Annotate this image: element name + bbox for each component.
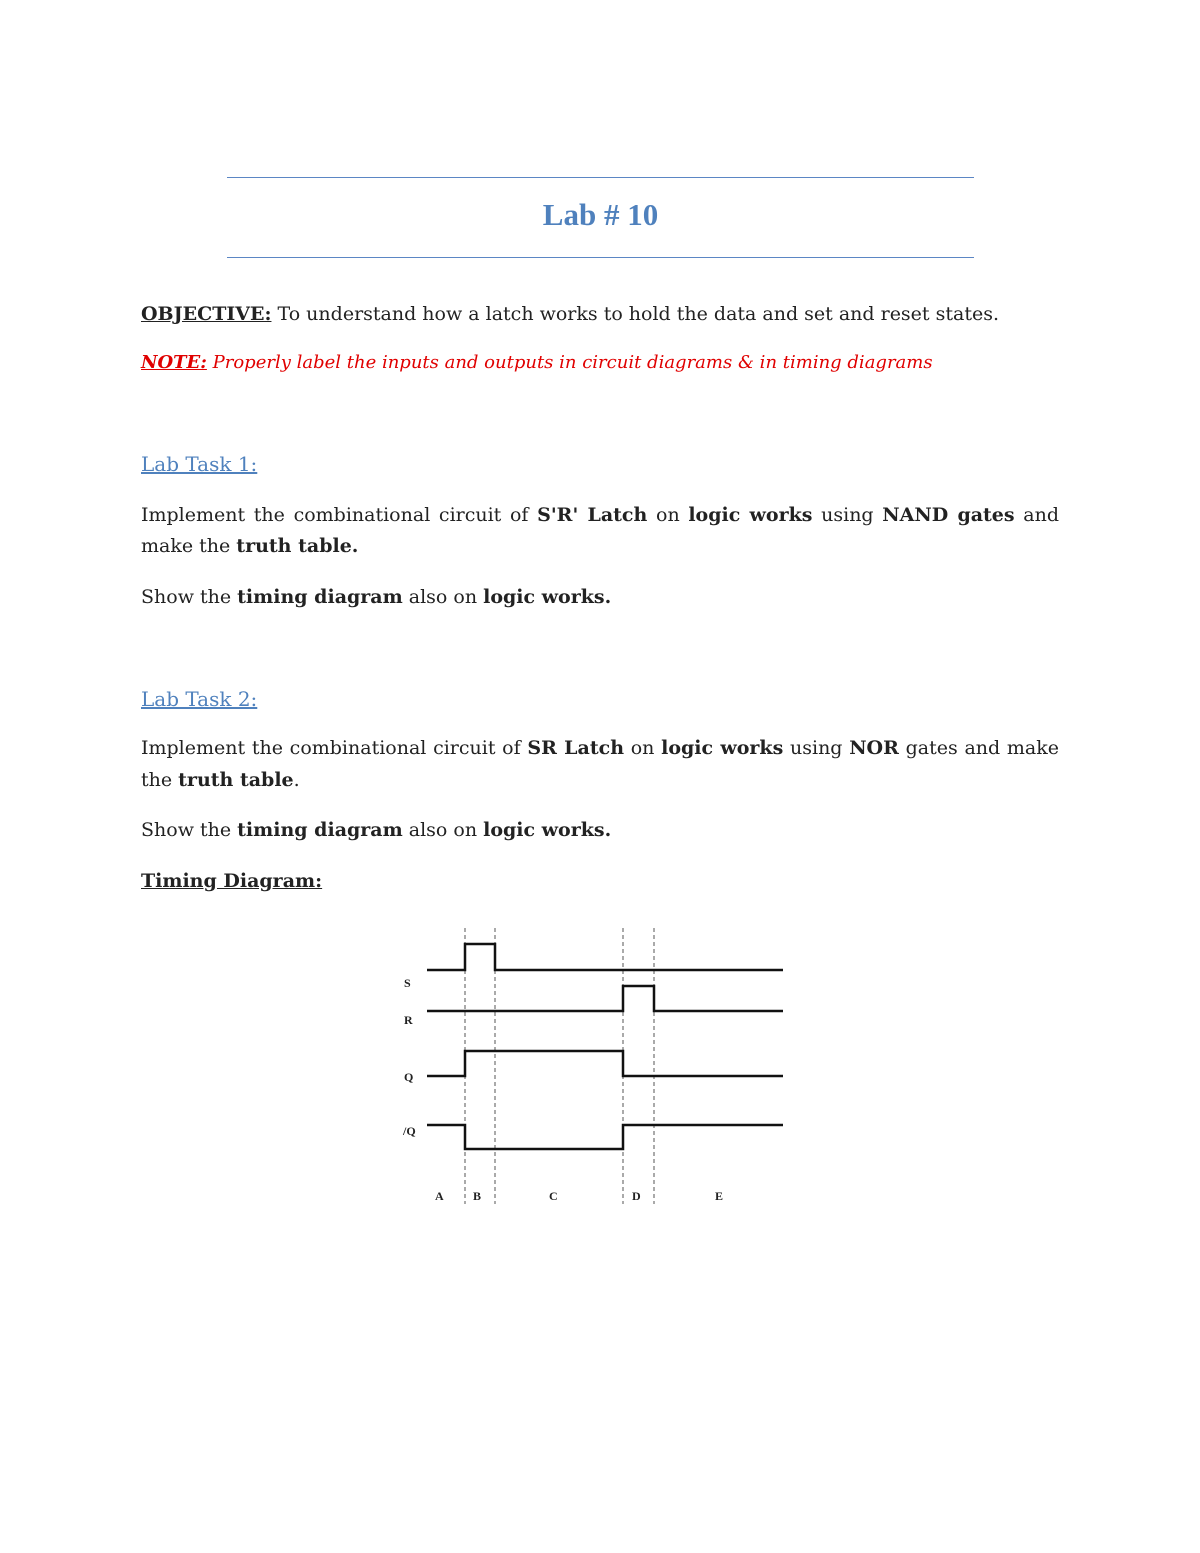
- task2-line-2: [141, 767, 1059, 793]
- text-run: using: [790, 737, 850, 759]
- signal-label-q: Q: [404, 1070, 414, 1084]
- text-run: also on: [402, 819, 484, 841]
- text-run: Implement the combinational circuit of: [141, 737, 528, 759]
- latch-name: S'R' Latch: [537, 504, 648, 526]
- truth-table-term: truth table.: [236, 535, 359, 557]
- interval-label-d: D: [632, 1189, 641, 1203]
- text-run: and: [1023, 504, 1060, 526]
- timing-term: timing diagram: [237, 819, 403, 841]
- gate-type: NOR: [849, 737, 899, 759]
- task1-line-3: [141, 584, 1059, 610]
- tool-name: logic works.: [483, 819, 612, 841]
- text-run: the: [141, 769, 179, 791]
- objective-line: [141, 301, 1059, 327]
- interval-label-a: A: [435, 1189, 444, 1203]
- task1-line-1: [141, 502, 1059, 528]
- r-waveform: [427, 986, 783, 1011]
- tool-name: logic works.: [483, 586, 612, 608]
- truth-table-term: truth table: [178, 769, 294, 791]
- task1-heading: Lab Task 1:: [141, 452, 258, 476]
- note-text: Properly label the inputs and outputs in circuit diagrams & in timing diagrams: [206, 352, 933, 373]
- q-bar-waveform: [427, 1125, 783, 1149]
- gate-type: NAND gates: [882, 504, 1015, 526]
- text-run: make the: [141, 535, 237, 557]
- signal-label-s: S: [404, 976, 411, 990]
- text-run: using: [821, 504, 883, 526]
- text-run: on: [630, 737, 662, 759]
- tool-name: logic works: [661, 737, 784, 759]
- timing-term: timing diagram: [237, 586, 403, 608]
- task2-line-3: [141, 817, 1059, 843]
- text-run: Show the: [141, 819, 238, 841]
- title-rule-bottom: [227, 257, 974, 258]
- title-rule-top: [227, 177, 974, 178]
- note-label: NOTE:: [141, 352, 207, 373]
- s-waveform: [427, 944, 783, 970]
- q-waveform: [427, 1051, 783, 1076]
- interval-label-c: C: [549, 1189, 558, 1203]
- text-run: on: [656, 504, 689, 526]
- text-run: also on: [402, 586, 484, 608]
- timing-diagram-heading: Timing Diagram:: [141, 870, 323, 892]
- latch-name: SR Latch: [527, 737, 625, 759]
- signal-label-r: R: [404, 1013, 413, 1027]
- text-run: Implement the combinational circuit of: [141, 504, 538, 526]
- task2-line-1: [141, 735, 1059, 761]
- objective-label: OBJECTIVE:: [141, 303, 272, 325]
- text-run: gates and make: [905, 737, 1059, 759]
- text-run: .: [293, 769, 300, 791]
- interval-label-b: B: [473, 1189, 482, 1203]
- signal-label-q-bar: /Q: [403, 1124, 416, 1138]
- interval-label-e: E: [715, 1189, 724, 1203]
- objective-text: To understand how a latch works to hold the data and set and reset states.: [271, 303, 999, 325]
- page-title: Lab # 10: [542, 197, 659, 232]
- tool-name: logic works: [688, 504, 813, 526]
- task1-line-2: [141, 533, 1059, 559]
- task2-heading: Lab Task 2:: [141, 687, 258, 711]
- note-line: [141, 350, 1059, 376]
- text-run: Show the: [141, 586, 238, 608]
- timing-diagram: [395, 922, 795, 1212]
